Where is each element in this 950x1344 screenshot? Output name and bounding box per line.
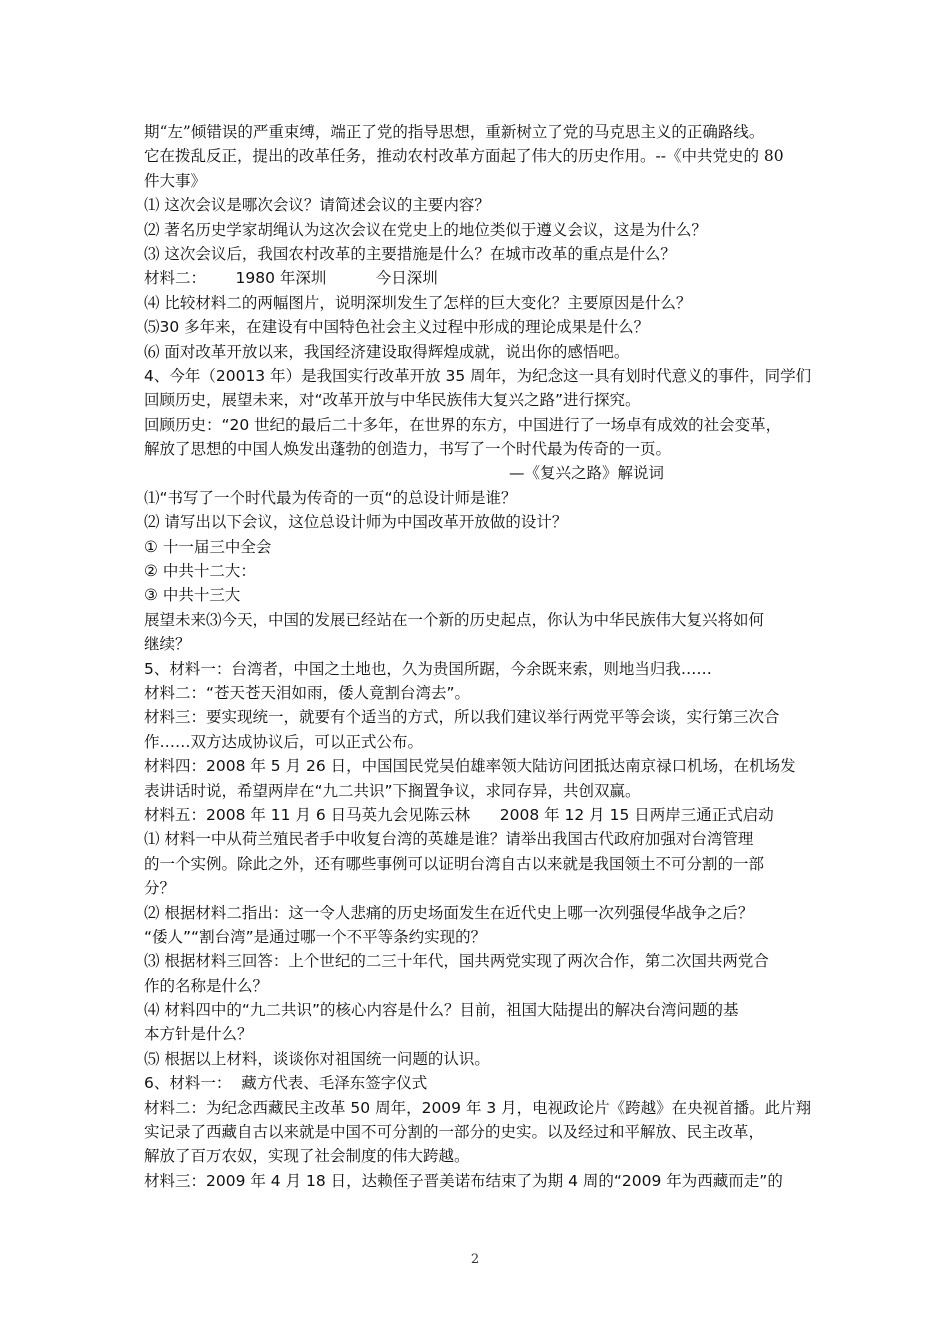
text-line: 材料二：为纪念西藏民主改革 50 周年，2009 年 3 月，电视政论片《跨越》在央视首播。此片翔 xyxy=(144,1098,812,1117)
text-line: 解放了思想的中国人焕发出蓬勃的创造力，书写了一个时代最为传奇的一页。 xyxy=(144,440,672,459)
material-two-caption: 材料二： 1980 年深圳 今日深圳 xyxy=(144,269,438,288)
text-line: 作的名称是什么？ xyxy=(144,976,269,995)
list-item: ② 中共十二大： xyxy=(144,562,256,581)
text-line: 分？ xyxy=(144,879,176,898)
text-line: 回顾历史：“20 世纪的最后二十多年，在世界的东方，中国进行了一场卓有成效的社会变革， xyxy=(144,415,782,434)
question-1: ⑴ 这次会议是哪次会议？请简述会议的主要内容？ xyxy=(144,196,490,215)
text-line: 作……双方达成协议后，可以正式公布。 xyxy=(144,732,424,751)
text-line: 解放了百万农奴，实现了社会制度的伟大跨越。 xyxy=(144,1147,470,1166)
text-line: 实记录了西藏自古以来就是中国不可分割的一部分的史实。以及经过和平解放、民主改革， xyxy=(144,1123,765,1142)
quote-source: —《复兴之路》解说词 xyxy=(508,464,664,483)
text-line: 它在拨乱反正，提出的改革任务，推动农村改革方面起了伟大的历史作用。--《中共党史的 80 xyxy=(144,147,784,166)
text-line: 回顾历史，展望未来，对“改革开放与中华民族伟大复兴之路”进行探究。 xyxy=(144,391,641,410)
text-line: 继续？ xyxy=(144,635,191,654)
text-line: 材料三：2009 年 4 月 18 日，达赖侄子晋美诺布结束了为期 4 周的“2009 年为西藏而走”的 xyxy=(144,1171,783,1190)
question-3: ⑶ 这次会议后，我国农村改革的主要措施是什么？在城市改革的重点是什么？ xyxy=(144,244,676,263)
question-4: ⑷ 材料四中的“九二共识”的核心内容是什么？目前，祖国大陆提出的解决台湾问题的基 xyxy=(144,1001,739,1020)
text-line: 材料四：2008 年 5 月 26 日，中国国民党吴伯雄率领大陆访问团抵达南京禄口机场，在机场发 xyxy=(144,757,796,776)
page-number: 2 xyxy=(470,1252,480,1267)
text-line: 件大事》 xyxy=(144,171,207,190)
question-2: ⑵ 根据材料二指出：这一令人悲痛的历史场面发生在近代史上哪一次列强侵华战争之后？ xyxy=(144,903,754,922)
text-line: 材料二：“苍天苍天泪如雨，倭人竟割台湾去”。 xyxy=(144,683,471,702)
list-item: ③ 中共十三大 xyxy=(144,586,241,605)
material-five-caption: 材料五：2008 年 11 月 6 日马英九会见陈云林 2008 年 12 月 15 日两岸三通正式启动 xyxy=(144,805,774,824)
text-line: 的一个实例。除此之外，还有哪些事例可以证明台湾自古以来就是我国领土不可分割的一部 xyxy=(144,854,765,873)
question-1: ⑴ 材料一中从荷兰殖民者手中收复台湾的英雄是谁？请举出我国古代政府加强对台湾管理 xyxy=(144,830,754,849)
text-line: “倭人”“割台湾”是通过哪一个不平等条约实现的？ xyxy=(144,927,487,946)
question-4: ⑷ 比较材料二的两幅图片，说明深圳发生了怎样的巨大变化？主要原因是什么？ xyxy=(144,293,692,312)
question-6: ⑹ 面对改革开放以来，我国经济建设取得辉煌成就，说出你的感悟吧。 xyxy=(144,342,630,361)
question-1: ⑴“书写了一个时代最为传奇的一页“的总设计师是谁？ xyxy=(144,488,517,507)
question-2: ⑵ 请写出以下会议，这位总设计师为中国改革开放做的设计？ xyxy=(144,513,568,532)
text-line: 展望未来⑶今天，中国的发展已经站在一个新的历史起点，你认为中华民族伟大复兴将如何 xyxy=(144,610,765,629)
text-line: 材料三：要实现统一，就要有个适当的方式，所以我们建议举行两党平等会谈，实行第三次合 xyxy=(144,708,780,727)
list-item: ① 十一届三中全会 xyxy=(144,537,272,556)
section-5-heading: 5、材料一：台湾者，中国之土地也，久为贵国所踞，今余既来索，则地当归我…… xyxy=(144,659,712,678)
question-5: ⑸30 多年来，在建设有中国特色社会主义过程中形成的理论成果是什么？ xyxy=(144,318,650,337)
text-line: 期“左”倾错误的严重束缚，端正了党的指导思想，重新树立了党的马克思主义的正确路线。 xyxy=(144,123,765,141)
text-line: 表讲话时说，希望两岸在“九二共识”下搁置争议，求同存异，共创双赢。 xyxy=(144,781,641,800)
document-body xyxy=(144,120,814,1193)
section-4-heading: 4、今年（20013 年）是我国实行改革开放 35 周年，为纪念这一具有划时代意义的事件，同学们 xyxy=(144,366,812,385)
text-line: 本方针是什么？ xyxy=(144,1025,253,1044)
section-6-heading: 6、材料一： 藏方代表、毛泽东签字仪式 xyxy=(144,1074,428,1093)
question-2: ⑵ 著名历史学家胡绳认为这次会议在党史上的地位类似于遵义会议，这是为什么？ xyxy=(144,220,707,239)
question-3: ⑶ 根据材料三回答：上个世纪的二三十年代，国共两党实现了两次合作，第二次国共两党合 xyxy=(144,952,769,971)
question-5: ⑸ 根据以上材料，谈谈你对祖国统一问题的认识。 xyxy=(144,1049,490,1068)
